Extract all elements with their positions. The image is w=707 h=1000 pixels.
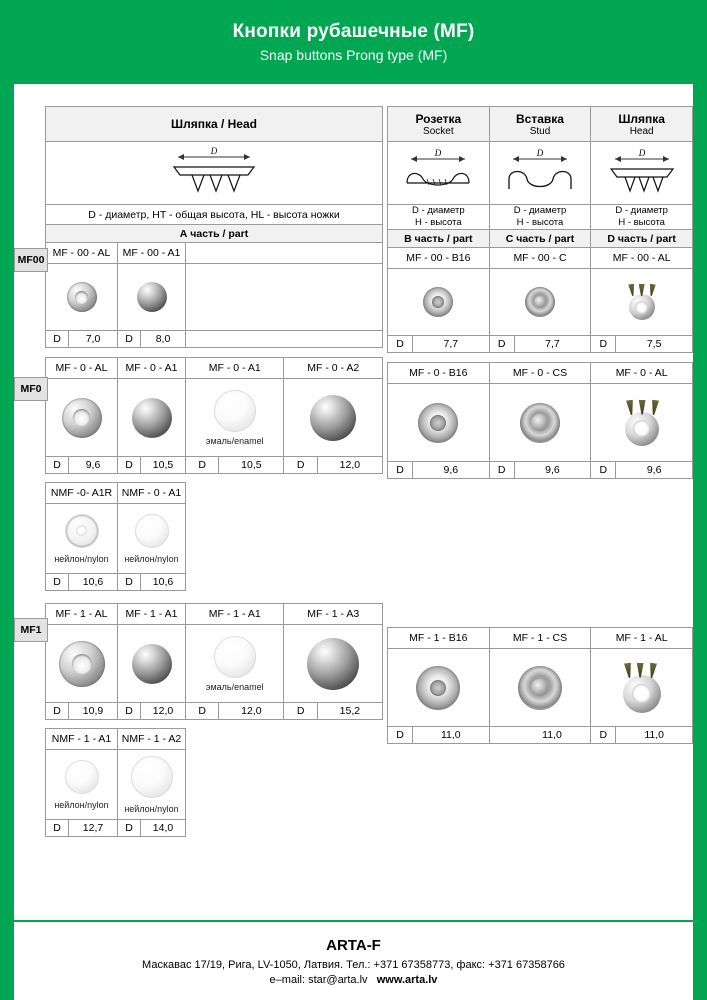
material-note: нейлон/nylon xyxy=(54,553,109,564)
part-image-enamel xyxy=(186,379,284,457)
code-cell: MF - 1 - B16 xyxy=(388,628,490,649)
head-diagram-cell-right xyxy=(591,142,693,205)
dim-value: 9,6 xyxy=(646,464,662,476)
part-image-dome xyxy=(118,264,186,331)
header-title-ru: Кнопки рубашечные (MF) xyxy=(232,21,475,42)
dim-key: D xyxy=(591,727,616,743)
dim-key: D xyxy=(118,574,141,591)
dim-value: 8,0 xyxy=(141,331,186,348)
svg-text:D: D xyxy=(638,148,645,158)
spacer xyxy=(46,720,383,729)
head-part-label-right: D часть / part xyxy=(591,230,693,248)
material-note: нейлон/nylon xyxy=(54,799,109,810)
dim-key: D xyxy=(118,457,141,474)
code-cell: MF - 1 - AL xyxy=(46,604,118,625)
spacer xyxy=(46,591,383,604)
dim-value: 9,6 xyxy=(69,457,118,474)
dim-key: D xyxy=(46,457,69,474)
dim-key: D xyxy=(591,336,616,352)
code-cell: MF - 0 - B16 xyxy=(388,363,490,384)
left-green-bar xyxy=(0,0,14,1000)
dim-key: D xyxy=(490,336,515,352)
code-cell: MF - 0 - A2 xyxy=(284,358,383,379)
code-cell: MF - 1 - A1 xyxy=(118,604,186,625)
part-image-ring xyxy=(46,264,118,331)
dim-key: D xyxy=(46,820,69,837)
dim-pair xyxy=(388,727,490,744)
group-label-mf1: MF1 xyxy=(14,618,48,642)
dim-value: 9,6 xyxy=(443,464,459,476)
dim-value: 10,5 xyxy=(219,457,284,474)
dim-value: 7,7 xyxy=(443,338,459,350)
part-image-nylon-dome xyxy=(46,750,118,820)
code-cell: MF - 00 - AL xyxy=(591,248,693,269)
head-legend-right xyxy=(591,205,693,230)
dim-pair xyxy=(591,462,693,479)
head-legend-1: D - диаметр xyxy=(615,205,668,216)
dim-key: D xyxy=(591,462,616,478)
socket-diagram-cell xyxy=(388,142,490,205)
stud-diagram-cell xyxy=(489,142,591,205)
stud-legend-1: D - диаметр xyxy=(513,205,567,216)
company-email[interactable]: e–mail: star@arta.lv xyxy=(269,973,368,986)
dim-value: 11,0 xyxy=(440,729,461,741)
company-contact xyxy=(270,974,438,986)
part-image-dome xyxy=(284,625,383,703)
code-cell: MF - 1 - A3 xyxy=(284,604,383,625)
dim-pair xyxy=(388,336,490,353)
empty-cell xyxy=(186,820,383,837)
socket-legend-1: D - диаметр xyxy=(412,205,465,216)
socket-part-label: В часть / part xyxy=(388,230,490,248)
part-image-socket xyxy=(388,384,490,462)
col-title-socket xyxy=(388,107,490,142)
dim-key: D xyxy=(118,703,141,720)
code-cell: MF - 0 - A1 xyxy=(186,358,284,379)
col-title-socket-ru: Розетка xyxy=(415,111,462,126)
dim-key: D xyxy=(490,462,515,478)
dim-value: 12,0 xyxy=(141,703,186,720)
material-note: эмаль/enamel xyxy=(205,435,264,446)
dim-value: 14,0 xyxy=(141,820,186,837)
empty-cell xyxy=(186,243,383,264)
empty-cell xyxy=(186,483,383,504)
code-cell: MF - 0 - AL xyxy=(46,358,118,379)
company-address: Маскавас 17/19, Рига, LV-1050, Латвия. Тел.: +371 67358773, факс: +371 67358766 xyxy=(142,958,565,971)
dim-value: 11,0 xyxy=(542,729,562,741)
code-cell: NMF -0- A1R xyxy=(46,483,118,504)
part-image-ring xyxy=(46,625,118,703)
part-image-dome xyxy=(118,625,186,703)
head-legend-2: Н - высота xyxy=(618,217,665,228)
dim-key: D xyxy=(46,574,69,591)
dim-key: D xyxy=(118,820,141,837)
part-image-enamel xyxy=(186,625,284,703)
part-image-stud xyxy=(489,269,591,336)
dim-pair xyxy=(489,336,591,353)
right-green-bar xyxy=(693,0,707,1000)
part-image-socket xyxy=(388,649,490,727)
dim-value: 12,7 xyxy=(69,820,118,837)
dim-key: D xyxy=(388,336,413,352)
code-cell: MF - 0 - CS xyxy=(489,363,591,384)
empty-cell xyxy=(186,331,383,348)
material-note: эмаль/enamel xyxy=(205,681,264,692)
dim-key: D xyxy=(284,703,317,720)
dim-value: 11,0 xyxy=(644,729,664,741)
dim-pair xyxy=(591,727,693,744)
dim-value: 9,6 xyxy=(545,464,560,476)
head-part-label: А часть / part xyxy=(46,225,383,243)
group-label-mf00: MF00 xyxy=(14,248,48,272)
empty-cell xyxy=(186,574,383,591)
head-table xyxy=(45,106,383,837)
code-cell: MF - 00 - B16 xyxy=(388,248,490,269)
col-title-stud xyxy=(489,107,591,142)
dim-value: 12,0 xyxy=(317,457,382,474)
empty-cell xyxy=(186,729,383,750)
dim-value: 7,0 xyxy=(69,331,118,348)
code-cell: MF - 0 - A1 xyxy=(118,358,186,379)
dim-key: D xyxy=(186,457,219,474)
code-cell: NMF - 1 - A2 xyxy=(118,729,186,750)
col-title-socket-en: Socket xyxy=(423,125,454,137)
page-header xyxy=(14,0,693,84)
dim-key: D xyxy=(186,703,219,720)
dim-key: D xyxy=(118,331,141,348)
part-image-stud xyxy=(489,384,591,462)
code-cell: MF - 00 - A1 xyxy=(118,243,186,264)
col-title-head xyxy=(591,107,693,142)
dim-value: 7,7 xyxy=(545,338,560,350)
part-image-socket xyxy=(388,269,490,336)
part-image-prong-head xyxy=(591,649,693,727)
company-name: ARTA-F xyxy=(326,936,381,954)
empty-cell xyxy=(186,750,383,820)
dim-key: D xyxy=(46,331,69,348)
dim-key-hidden xyxy=(490,727,514,743)
stud-legend-2: Н - высота xyxy=(516,217,564,228)
code-cell: MF - 00 - AL xyxy=(46,243,118,264)
dim-value: 10,6 xyxy=(141,574,186,591)
head-legend: D - диаметр, HT - общая высота, HL - высота ножки xyxy=(46,205,383,225)
catalog-sheet xyxy=(14,84,693,922)
material-note: нейлон/nylon xyxy=(124,803,179,814)
part-image-dome xyxy=(284,379,383,457)
part-image-nylon-dome xyxy=(118,750,186,820)
part-image-prong-head xyxy=(591,384,693,462)
part-image-stud xyxy=(489,649,591,727)
socket-stud-head-table xyxy=(387,106,693,744)
dim-value: 12,0 xyxy=(219,703,284,720)
part-image-ring xyxy=(46,379,118,457)
dim-pair xyxy=(489,462,591,479)
code-cell: NMF - 1 - A1 xyxy=(46,729,118,750)
material-note: нейлон/nylon xyxy=(124,553,179,564)
col-title-stud-ru: Вставка xyxy=(516,111,564,126)
code-cell: MF - 1 - CS xyxy=(489,628,591,649)
part-image-prong-head xyxy=(591,269,693,336)
socket-legend xyxy=(388,205,490,230)
dim-value: 7,5 xyxy=(646,338,662,350)
svg-text:D: D xyxy=(210,146,218,156)
col-title-stud-en: Stud xyxy=(529,125,551,137)
company-website[interactable]: www.arta.lv xyxy=(376,973,438,986)
code-cell: MF - 00 - C xyxy=(489,248,591,269)
spacer xyxy=(388,479,693,628)
stud-legend xyxy=(489,205,591,230)
part-image-dome xyxy=(118,379,186,457)
head-table-title: Шляпка / Head xyxy=(46,107,383,142)
dim-pair xyxy=(388,462,490,479)
empty-cell xyxy=(186,264,383,331)
socket-legend-2: Н - высота xyxy=(415,217,462,228)
col-title-head-en: Head xyxy=(629,125,654,137)
dim-value: 15,2 xyxy=(317,703,382,720)
part-image-nylon-dome xyxy=(118,504,186,574)
dim-key: D xyxy=(284,457,317,474)
empty-cell xyxy=(186,504,383,574)
dim-value: 10,6 xyxy=(69,574,118,591)
dim-value: 10,5 xyxy=(141,457,186,474)
svg-text:D: D xyxy=(435,148,442,158)
code-cell: MF - 0 - AL xyxy=(591,363,693,384)
dim-key: D xyxy=(46,703,69,720)
page-footer xyxy=(14,920,693,1000)
part-image-nylon-ring xyxy=(46,504,118,574)
dim-pair xyxy=(489,727,591,744)
svg-text:D: D xyxy=(536,148,544,158)
dim-value: 10,9 xyxy=(69,703,118,720)
code-cell: MF - 1 - AL xyxy=(591,628,693,649)
head-diagram-cell xyxy=(46,142,383,205)
code-cell: MF - 1 - A1 xyxy=(186,604,284,625)
code-cell: NMF - 0 - A1 xyxy=(118,483,186,504)
header-title-en: Snap buttons Prong type (MF) xyxy=(259,47,448,63)
dim-key: D xyxy=(388,462,413,478)
stud-part-label: С часть / part xyxy=(489,230,591,248)
col-title-head-ru: Шляпка xyxy=(618,111,665,126)
group-label-mf0: MF0 xyxy=(14,377,48,401)
spacer xyxy=(46,474,383,483)
dim-pair xyxy=(591,336,693,353)
spacer xyxy=(46,348,383,358)
dim-key: D xyxy=(388,727,413,743)
spacer xyxy=(388,353,693,363)
